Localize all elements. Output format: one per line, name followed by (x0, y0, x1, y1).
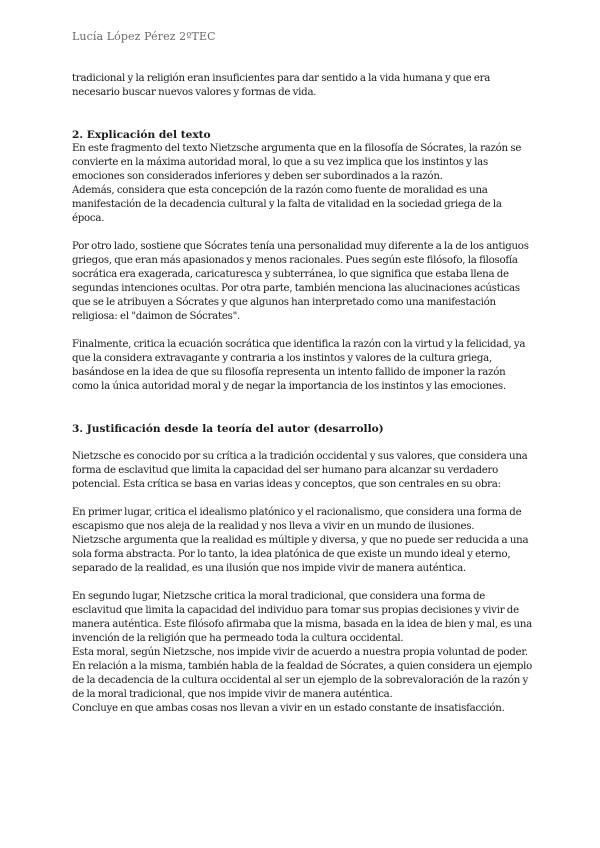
page-header-author: Lucía López Pérez 2ºTEC (72, 30, 216, 43)
section-3-paragraph-6: En relación a la misma, también habla de la fealdad de Sócrates, a quien considera un ejemplo de la decadencia de la cultura occidental al ser un ejemplo de la sobrevaloración de la razón y de la moral tradicional, que nos impide vivir de manera auténtica. (72, 661, 532, 700)
section-2-heading: 2. Explicación del texto (72, 129, 211, 141)
section-3-paragraph-1: Nietzsche es conocido por su crítica a la tradición occidental y sus valores, que considera una forma de esclavitud que limita la capacidad del ser humano para alcanzar su verdadero potencial. Esta crítica se basa en varias ideas y conceptos, que son centrales en su obra: (72, 451, 528, 490)
section-3-heading: 3. Justificación desde la teoría del autor (desarrollo) (72, 423, 384, 435)
section-3-paragraph-3: Nietzsche argumenta que la realidad es múltiple y diversa, y que no puede ser reducida a una sola forma abstracta. Por lo tanto, la idea platónica de que existe un mundo ideal y eterno, separado de la realidad, es una ilusión que nos impide vivir de manera auténtica. (72, 535, 529, 574)
section-3-paragraph-7: Concluye en que ambas cosas nos llevan a vivir en un estado constante de insatisfacción. (72, 703, 505, 714)
document-body (72, 72, 534, 716)
section-2-paragraph-4: Finalmente, critica la ecuación socrática que identifica la razón con la virtud y la felicidad, ya que la considera extravagante y contraria a los instintos y valores de la cultura griega, basándose en la idea de que su filosofía representa un intento fallido de imponer la razón como la única autoridad moral y de negar la importancia de los instintos y las emociones. (72, 339, 526, 392)
section-2-paragraph-2: Además, considera que esta concepción de la razón como fuente de moralidad es una manifestación de la decadencia cultural y la falta de vitalidad en la sociedad griega de la época. (72, 185, 502, 224)
section-2-paragraph-1: En este fragmento del texto Nietzsche argumenta que en la filosofía de Sócrates, la razón se convierte en la máxima autoridad moral, lo que a su vez implica que los instintos y las emociones son considerados inferiores y deben ser subordinados a la razón. (72, 143, 522, 182)
intro-continuation-paragraph: tradicional y la religión eran insuficientes para dar sentido a la vida humana y que era necesario buscar nuevos valores y formas de vida. (72, 73, 491, 98)
section-2-paragraph-3: Por otro lado, sostiene que Sócrates tenía una personalidad muy diferente a la de los antiguos griegos, que eran más apasionados y menos racionales. Pues según este filósofo, la filosofía socrática era exagerada, caricaturesca y subterránea, lo que significa que estaba llena de segundas intenciones ocultas. Por otra parte, también menciona las alucinaciones acústicas que se le atribuyen a Sócrates y que algunos han interpretado como una manifestación religiosa: el "daimon de Sócrates". (72, 241, 529, 322)
section-3-paragraph-4: En segundo lugar, Nietzsche critica la moral tradicional, que considera una forma de esclavitud que limita la capacidad del individuo para tomar sus propias decisiones y vivir de manera auténtica. Este filósofo afirmaba que la misma, basada en la idea de bien y mal, es una invención de la religión que ha permeado toda la cultura occidental. (72, 591, 532, 644)
section-3-paragraph-5: Esta moral, según Nietzsche, nos impide vivir de acuerdo a nuestra propia voluntad de poder. (72, 647, 528, 658)
section-3-paragraph-2: En primer lugar, critica el idealismo platónico y el racionalismo, que considera una forma de escapismo que nos aleja de la realidad y nos lleva a vivir en un mundo de ilusiones. (72, 507, 522, 532)
